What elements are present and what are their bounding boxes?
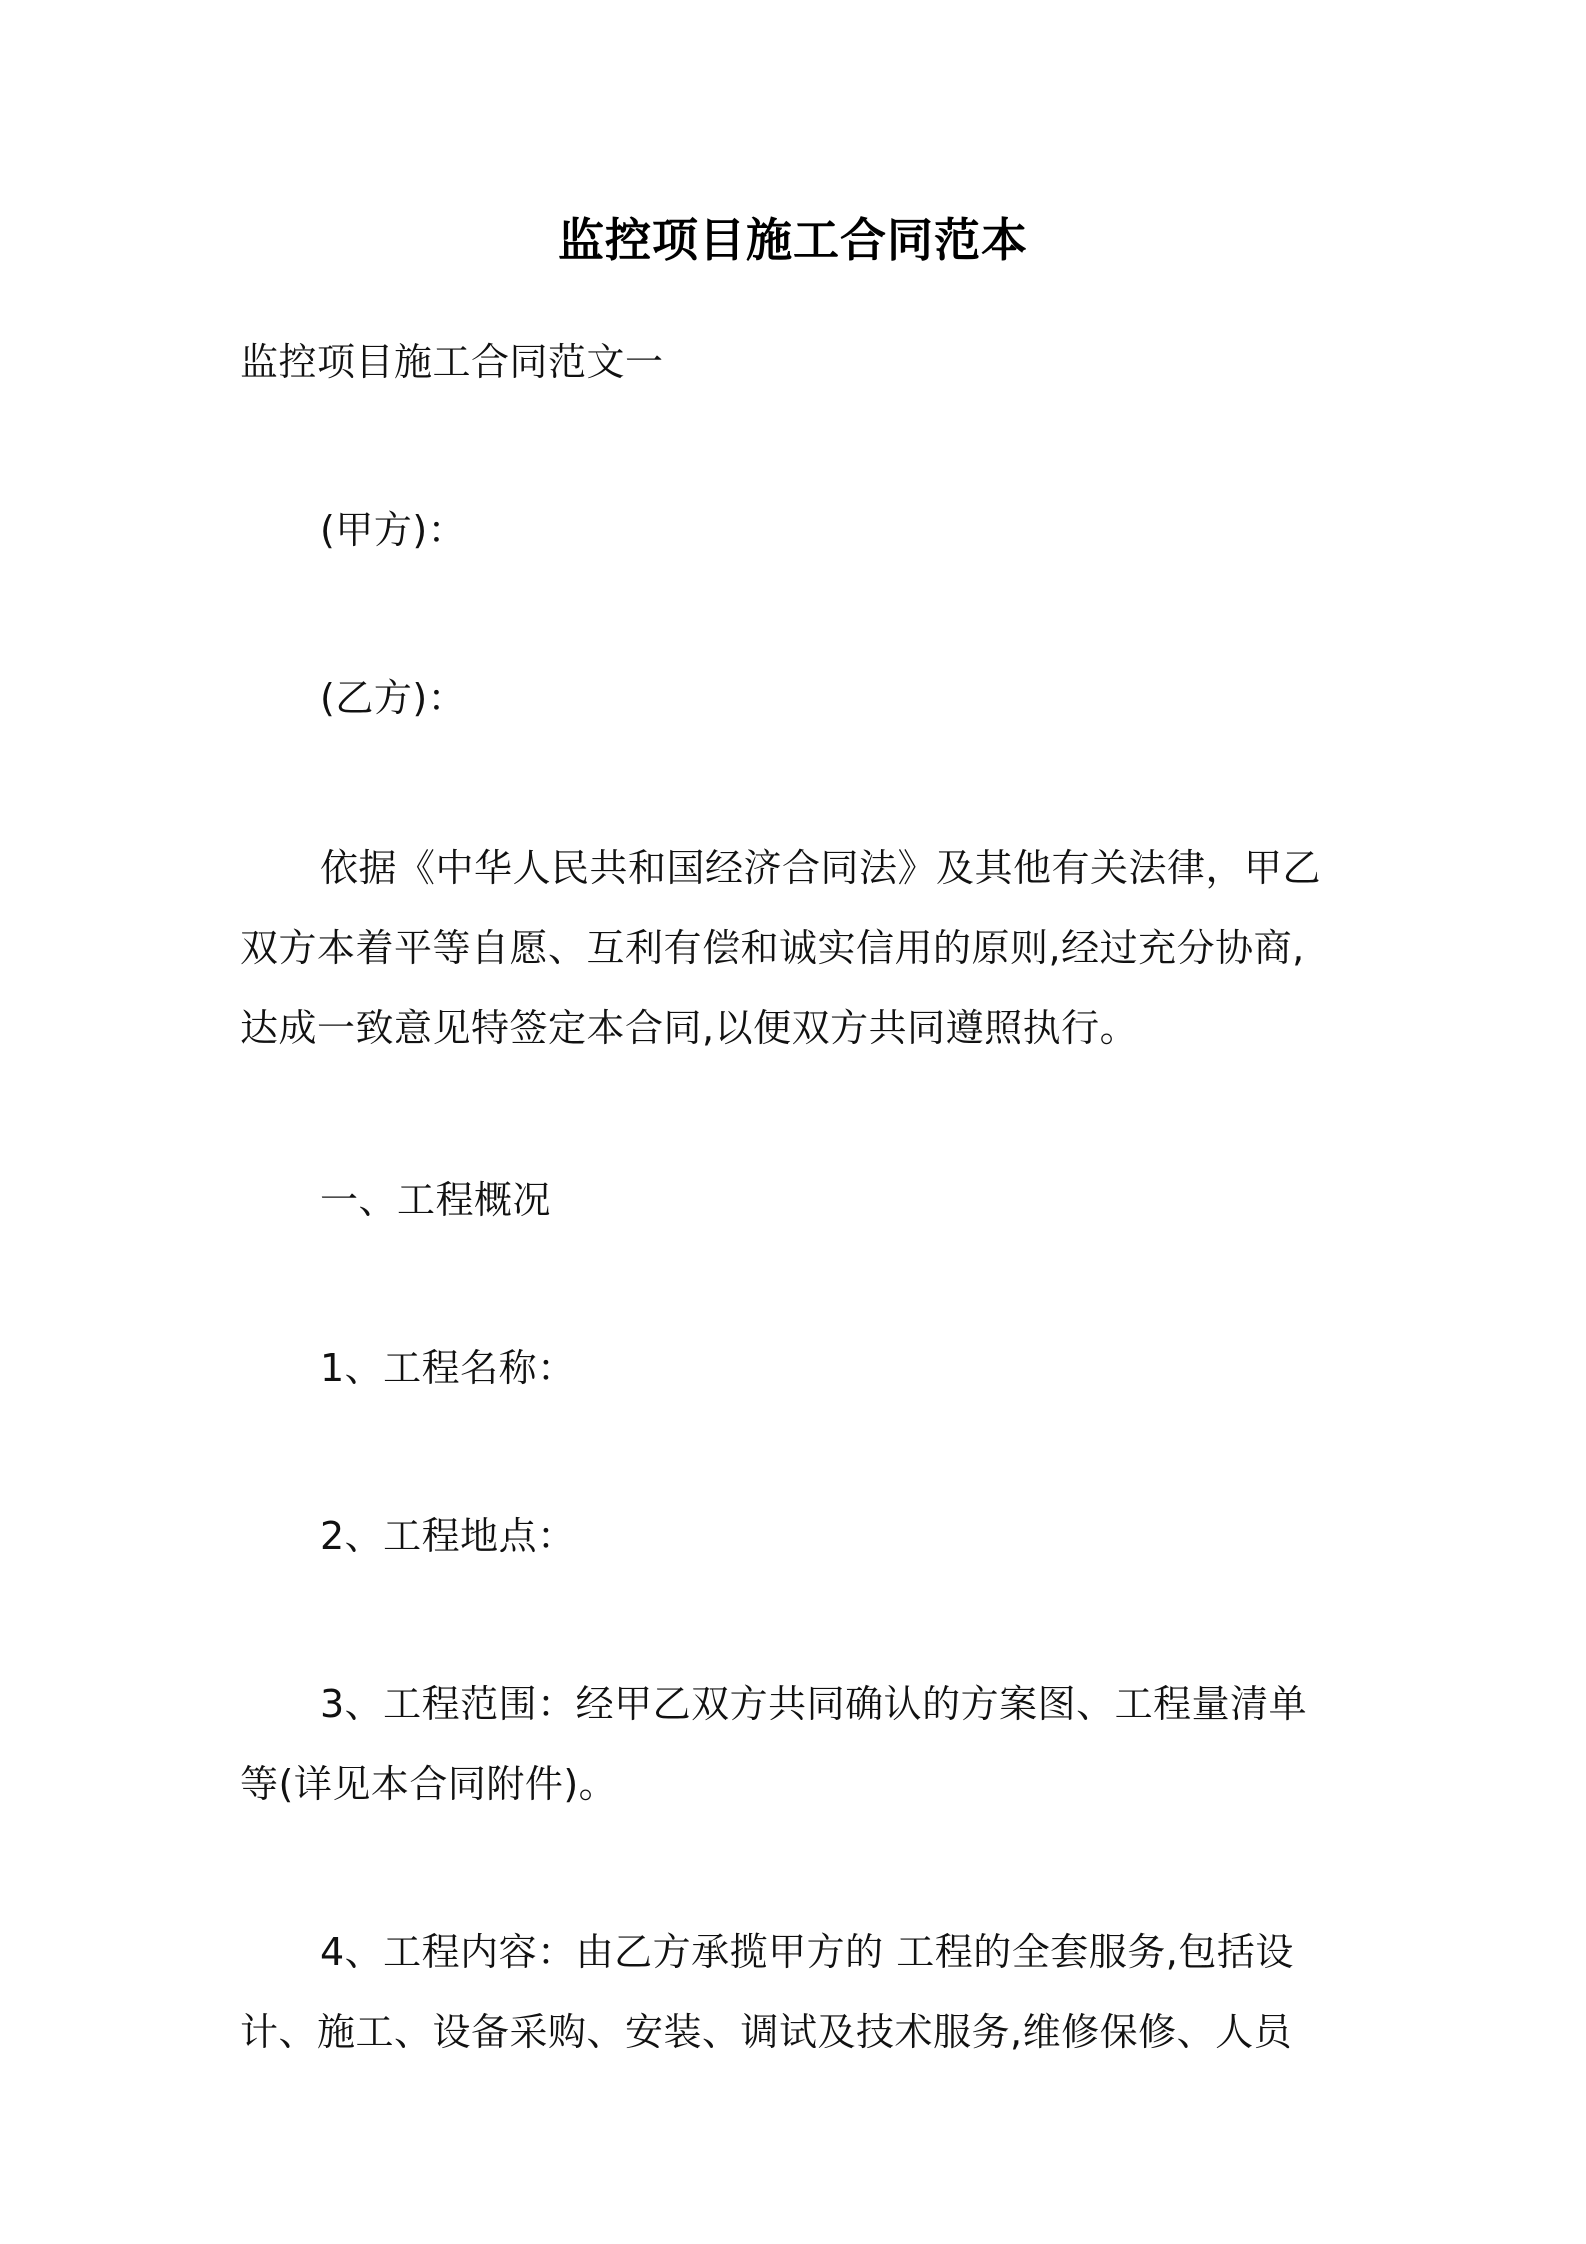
item-project-content-line-1: 4、工程内容：由乙方承揽甲方的 工程的全套服务,包括设 xyxy=(320,1930,1294,1974)
document-title: 监控项目施工合同范本 xyxy=(558,213,1028,267)
party-b-label: (乙方)： xyxy=(320,676,467,720)
intro-line-3: 达成一致意见特签定本合同,以便双方共同遵照执行。 xyxy=(240,1006,1139,1050)
document-subtitle: 监控项目施工合同范文一 xyxy=(240,340,664,384)
intro-line-1: 依据《中华人民共和国经济合同法》及其他有关法律，甲乙 xyxy=(320,846,1322,890)
item-project-name: 1、工程名称： xyxy=(320,1346,576,1390)
item-project-location: 2、工程地点： xyxy=(320,1514,576,1558)
item-project-scope-line-2: 等(详见本合同附件)。 xyxy=(240,1762,618,1806)
item-project-content-line-2: 计、施工、设备采购、安装、调试及技术服务,维修保修、人员 xyxy=(240,2010,1293,2054)
intro-line-2: 双方本着平等自愿、互利有偿和诚实信用的原则,经过充分协商, xyxy=(240,926,1305,970)
item-project-scope-line-1: 3、工程范围：经甲乙双方共同确认的方案图、工程量清单 xyxy=(320,1682,1308,1726)
section-heading-project-overview: 一、工程概况 xyxy=(320,1178,552,1222)
party-a-label: (甲方)： xyxy=(320,508,467,552)
